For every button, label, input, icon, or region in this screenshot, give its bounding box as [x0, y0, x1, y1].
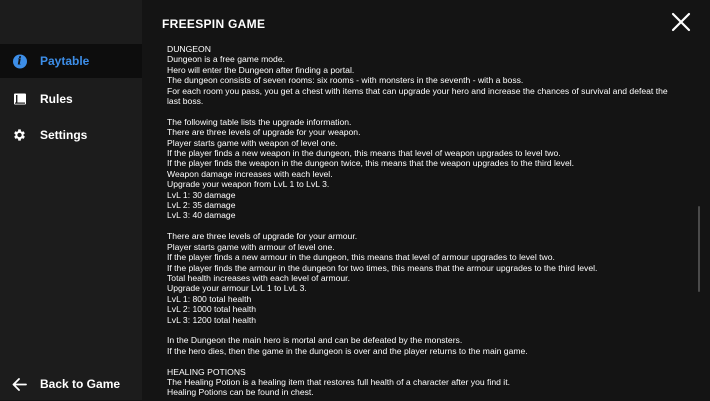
text-line: LvL 1: 800 total health	[167, 293, 252, 304]
back-to-game-button[interactable]	[0, 367, 142, 401]
rules-text	[167, 44, 677, 400]
text-line: In the Dungeon the main hero is mortal and can be defeated by the monsters.	[167, 335, 463, 346]
scrollbar[interactable]	[698, 206, 700, 292]
info-icon: i	[12, 54, 27, 69]
close-button[interactable]	[670, 11, 692, 33]
paragraph-gap	[167, 106, 677, 116]
sidebar-item-paytable[interactable]	[0, 44, 142, 78]
text-line: If the player finds a new armour in the dungeon, this means that level of armour upgrades to level two.	[167, 252, 555, 263]
text-line: DUNGEON	[167, 44, 211, 54]
text-line: The Healing Potion is a healing item that restores full health of a character after you find it.	[167, 376, 510, 387]
text-line: LvL 2: 35 damage	[167, 200, 236, 211]
sidebar-item-label: Paytable	[40, 54, 90, 68]
sidebar-item-settings[interactable]	[0, 118, 142, 152]
text-line: The dungeon consists of seven rooms: six rooms - with monsters in the seventh - with a boss.	[167, 75, 524, 86]
book-icon	[12, 92, 27, 107]
gear-icon	[12, 128, 27, 143]
sidebar-item-rules[interactable]	[0, 82, 142, 116]
sidebar	[0, 0, 142, 400]
text-line: Hero will enter the Dungeon after finding a portal.	[167, 64, 355, 75]
arrow-left-icon	[12, 377, 27, 392]
text-line: LvL 3: 40 damage	[167, 210, 236, 221]
text-line: If the hero dies, then the game in the dungeon is over and the player returns to the main game.	[167, 345, 528, 356]
close-icon	[670, 11, 692, 33]
text-line: Dungeon is a free game mode.	[167, 54, 285, 65]
text-line: LvL 1: 30 damage	[167, 189, 236, 200]
text-line: The following table lists the upgrade information.	[167, 116, 352, 127]
text-line: Upgrade your armour LvL 1 to LvL 3.	[167, 283, 307, 294]
text-line: There are three levels of upgrade for your armour.	[167, 231, 358, 242]
text-line: For each room you pass, you get a chest with items that can upgrade your hero and increase the chances of survival and defeat the last boss.	[167, 85, 668, 107]
paragraph-gap	[167, 221, 677, 231]
text-line: LvL 2: 1000 total health	[167, 304, 257, 315]
text-line: LvL 3: 1200 total health	[167, 314, 257, 325]
text-line: If the player finds a new weapon in the dungeon, this means that level of weapon upgrades to level two.	[167, 148, 561, 159]
text-line: If the player finds the weapon in the dungeon twice, this means that the weapon upgrades to the third level.	[167, 158, 575, 169]
main-panel	[142, 0, 710, 400]
sidebar-item-label: Settings	[40, 128, 88, 142]
back-to-game-label: Back to Game	[40, 377, 121, 391]
text-line: Player starts game with weapon of level one.	[167, 137, 338, 148]
text-line: Upgrade your weapon from LvL 1 to LvL 3.	[167, 179, 330, 190]
paragraph-gap	[167, 325, 677, 335]
sidebar-item-label: Rules	[40, 92, 73, 106]
text-line: There are three levels of upgrade for your weapon.	[167, 127, 361, 138]
text-line: Player starts game with armour of level one.	[167, 241, 335, 252]
text-line: If the player finds the armour in the dungeon for two times, this means that the armour upgrades to the third level.	[167, 262, 598, 273]
text-line: Weapon damage increases with each level.	[167, 168, 333, 179]
text-line: Total health increases with each level of armour.	[167, 272, 350, 283]
paragraph-gap	[167, 356, 677, 366]
text-line: HEALING POTIONS	[167, 366, 246, 377]
text-line: Healing Potions can be found in chest.	[167, 387, 314, 398]
page-title: FREESPIN GAME	[162, 17, 266, 31]
